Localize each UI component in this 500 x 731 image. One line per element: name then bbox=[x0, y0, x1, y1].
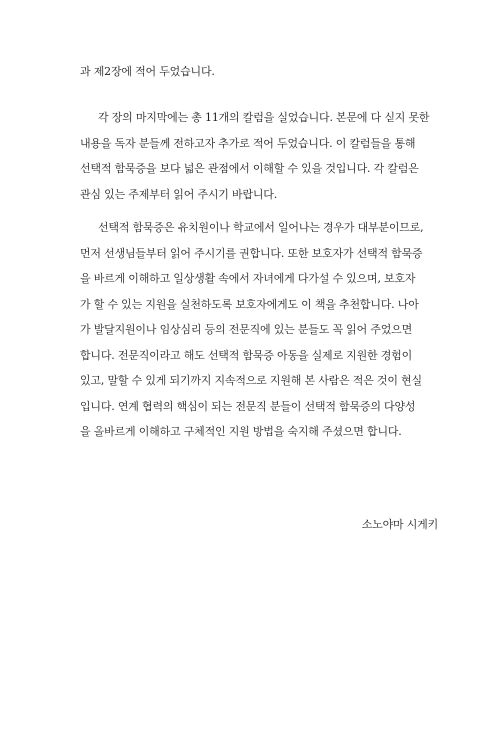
text-line: 선택적 함묵증을 보다 넓은 관점에서 이해할 수 있을 것입니다. 각 칼럼은 bbox=[80, 162, 419, 175]
text-line: 을 올바르게 이해하고 구체적인 지원 방법을 숙지해 주셨으면 합니다. bbox=[80, 425, 402, 438]
text-line: 있고, 말할 수 있게 되기까지 지속적으로 지원해 본 사람은 적은 것이 현실 bbox=[80, 374, 422, 387]
text-line: 합니다. 전문직이라고 해도 선택적 함묵증 아동을 실제로 지원한 경험이 bbox=[80, 348, 413, 362]
text-line: 가 할 수 있는 지원을 실천하도록 보호자에게도 이 책을 추천합니다. 나아 bbox=[80, 297, 419, 311]
text-line: 먼저 선생님들부터 읽어 주시기를 권합니다. 또한 보호자가 선택적 함묵증 bbox=[80, 246, 423, 260]
text-line: 과 제2장에 적어 두었습니다. bbox=[80, 65, 215, 78]
paragraph-continuation bbox=[80, 59, 440, 85]
text-line: 관심 있는 주제부터 읽어 주시기 바랍니다. bbox=[80, 187, 278, 201]
text-line: 선택적 함묵증은 유치원이나 학교에서 일어나는 경우가 대부분이므로, bbox=[98, 221, 424, 234]
text-line: 가 발달지원이나 임상심리 등의 전문직에 있는 분들도 꼭 읽어 주었으면 bbox=[80, 323, 413, 336]
text-line: 을 바르게 이해하고 일상생활 속에서 자녀에게 다가설 수 있으며, 보호자 bbox=[80, 272, 416, 285]
text-line: 내용을 독자 분들께 전하고자 추가로 적어 두었습니다. 이 칼럼들을 통해 bbox=[80, 136, 416, 150]
text-line: 각 장의 마지막에는 총 11개의 칼럼을 실었습니다. 본문에 다 싣지 못한 bbox=[98, 111, 430, 124]
author-signature: 소노야마 시게키 bbox=[361, 518, 438, 531]
text-line: 입니다. 연계 협력의 핵심이 되는 전문직 분들이 선택적 함묵증의 다양성 bbox=[80, 399, 416, 413]
paragraph-columns bbox=[80, 105, 440, 207]
paragraph-audience bbox=[80, 215, 440, 445]
